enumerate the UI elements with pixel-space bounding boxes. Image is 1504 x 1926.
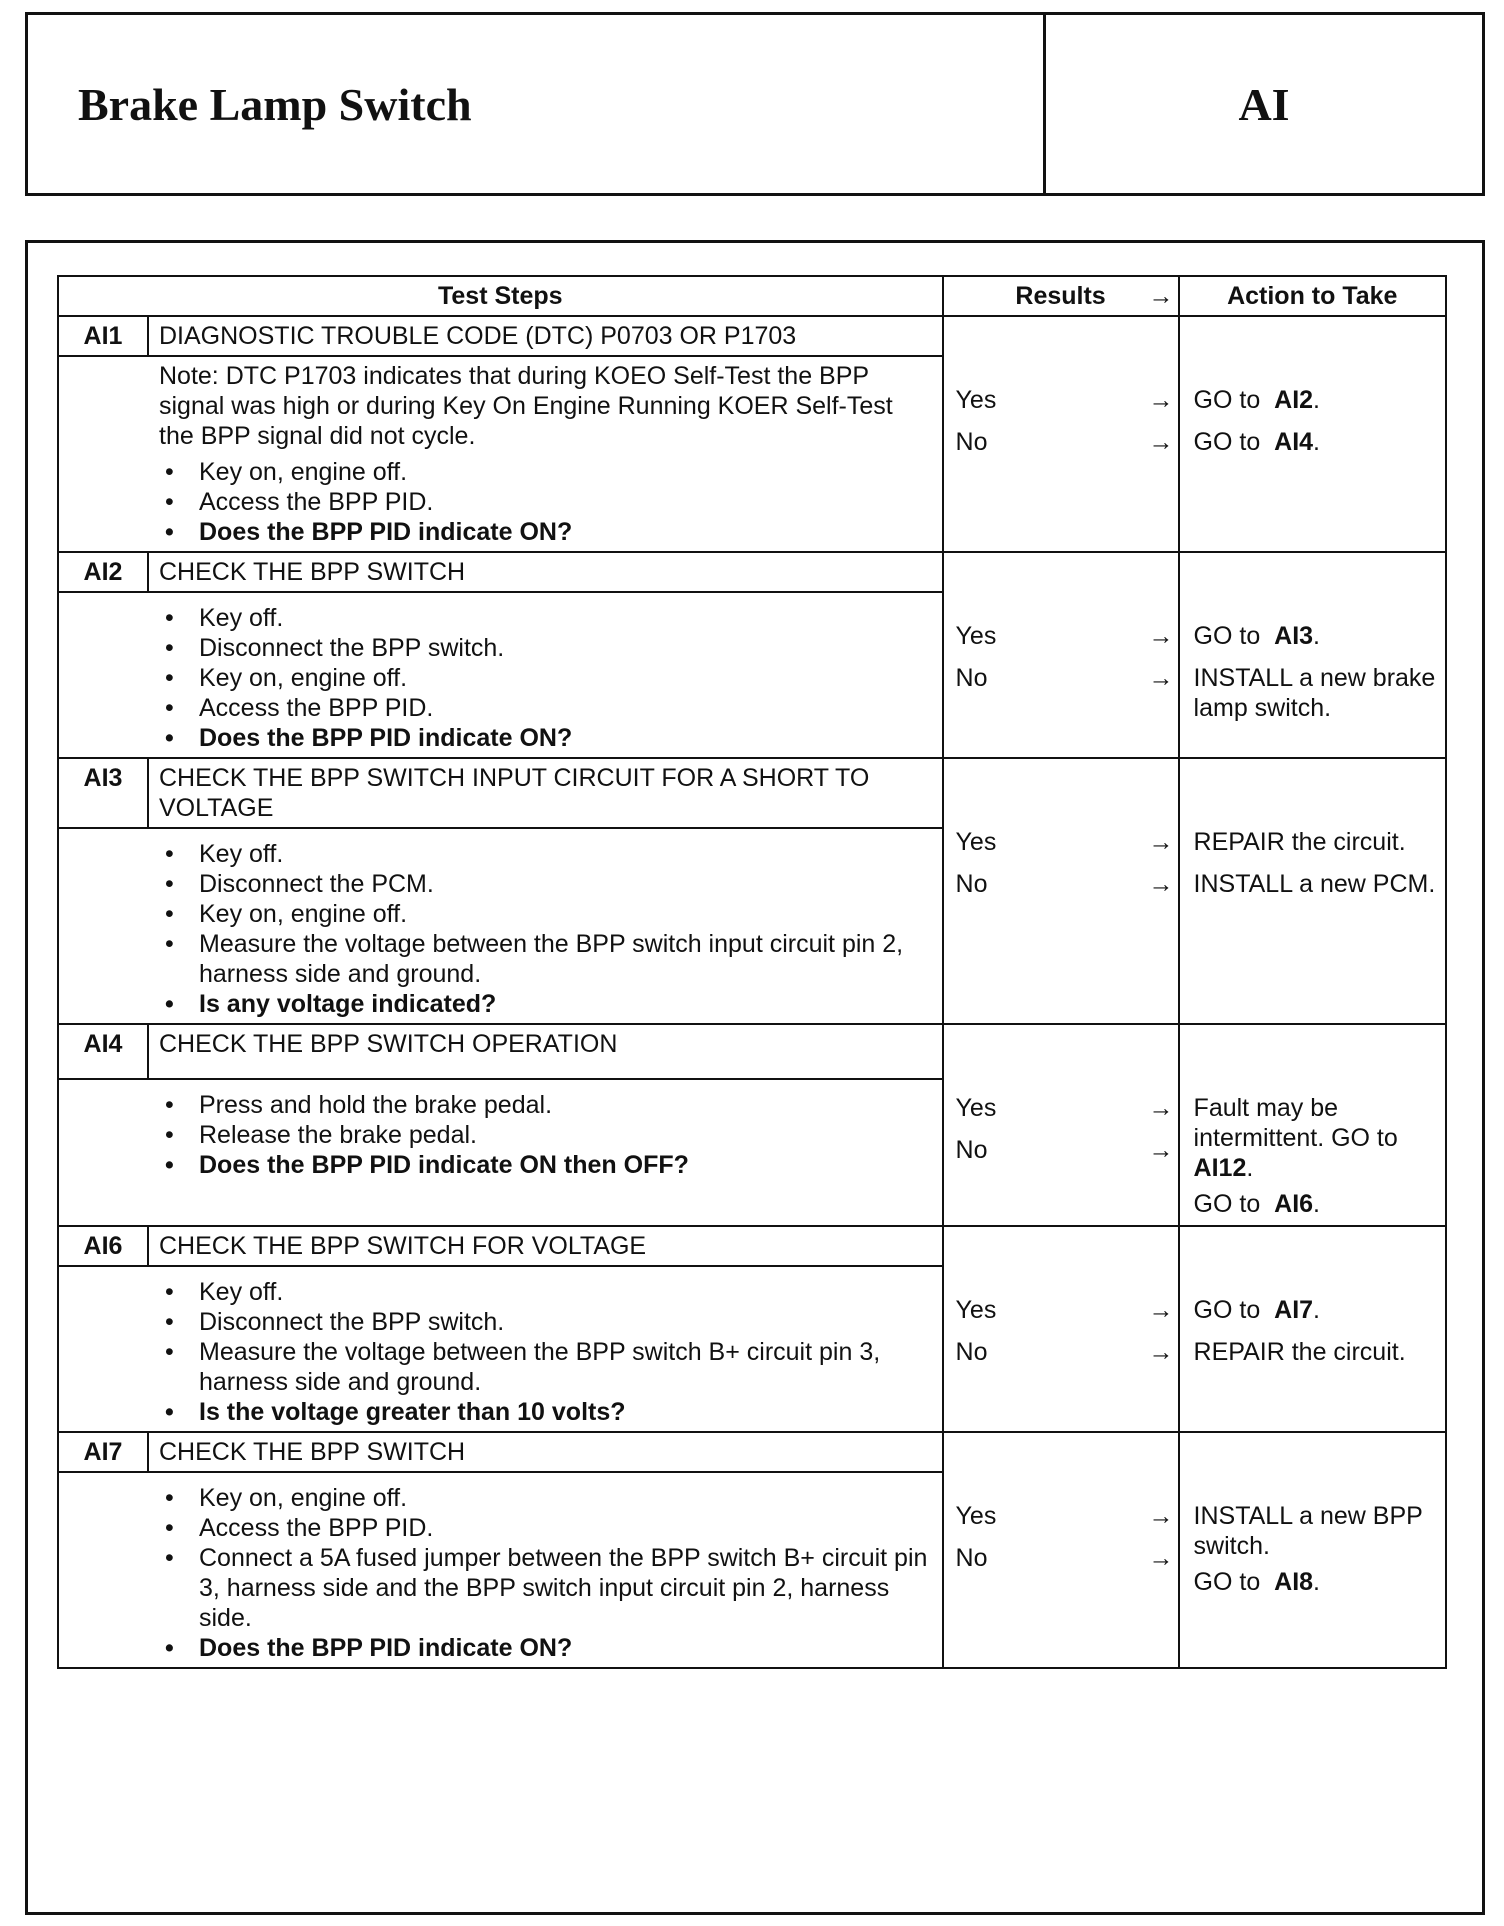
step-id: AI2 (58, 552, 148, 592)
step-bullet: • Disconnect the BPP switch. (159, 633, 932, 663)
step-body (58, 1079, 943, 1226)
result-label: No (955, 1338, 988, 1366)
step-bullets (159, 1277, 932, 1427)
action-text: GO to (1193, 386, 1261, 414)
step-reference: AI6 (1274, 1190, 1314, 1218)
step-reference: AI4 (1274, 428, 1314, 456)
header-results-label: Results (1015, 282, 1106, 310)
step-actions (1179, 1024, 1446, 1226)
action-no (1180, 657, 1445, 723)
action-spacer (1180, 759, 1445, 821)
action-tail: . (1313, 386, 1320, 414)
result-label: No (955, 870, 988, 898)
arrow-icon: → (1148, 1136, 1174, 1164)
action-no (1180, 421, 1445, 463)
result-label: Yes (955, 622, 997, 650)
arrow-icon: → (1148, 1338, 1174, 1366)
steps-body (58, 316, 1446, 1668)
result-no (944, 657, 1178, 699)
step-results (943, 552, 1179, 758)
action-tail: . (1313, 1568, 1320, 1596)
step-id: AI6 (58, 1226, 148, 1266)
action-text: GO to (1193, 1296, 1261, 1324)
step-body (58, 1266, 943, 1432)
step-bullets (159, 457, 932, 547)
action-yes (1180, 1495, 1445, 1561)
step-results (943, 1432, 1179, 1668)
action-no (1180, 1331, 1445, 1373)
step-body (58, 828, 943, 1024)
step-bullet: • Does the BPP PID indicate ON? (159, 1633, 932, 1663)
result-no (944, 1331, 1178, 1373)
step-title-row-ai7 (58, 1432, 1446, 1472)
result-label: Yes (955, 386, 997, 414)
step-bullet: • Measure the voltage between the BPP switch B+ circuit pin 3, harness side and ground. (159, 1337, 932, 1397)
step-actions (1179, 316, 1446, 552)
result-no (944, 1129, 1178, 1171)
step-actions (1179, 1226, 1446, 1432)
step-note: Note: DTC P1703 indicates that during KOEO Self-Test the BPP signal was high or during Key On Engine Running KOER Self-Test the BPP signal did not cycle. (159, 362, 893, 450)
step-bullet: • Is the voltage greater than 10 volts? (159, 1397, 932, 1427)
arrow-icon: → (1148, 1296, 1174, 1324)
step-bullet: • Does the BPP PID indicate ON? (159, 517, 932, 547)
result-yes (944, 1289, 1178, 1331)
step-results (943, 316, 1179, 552)
step-bullet: • Connect a 5A fused jumper between the BPP switch B+ circuit pin 3, harness side and the BPP switch input circuit pin 2, harness side. (159, 1543, 932, 1633)
result-yes (944, 1495, 1178, 1537)
step-bullet: • Access the BPP PID. (159, 487, 932, 517)
step-id: AI7 (58, 1432, 148, 1472)
arrow-icon: → (1148, 664, 1174, 692)
result-no (944, 421, 1178, 463)
action-yes (1180, 379, 1445, 421)
step-title: CHECK THE BPP SWITCH FOR VOLTAGE (148, 1226, 943, 1266)
action-tail: . (1313, 1190, 1320, 1218)
step-title-row-ai4 (58, 1024, 1446, 1079)
step-bullet: • Disconnect the PCM. (159, 869, 932, 899)
action-text: GO to (1193, 428, 1261, 456)
results-spacer (944, 1227, 1178, 1289)
action-text: INSTALL a new BPP switch. (1193, 1502, 1423, 1560)
step-title-row-ai1 (58, 316, 1446, 356)
result-label: No (955, 664, 988, 692)
action-yes (1180, 615, 1445, 657)
arrow-icon: → (1148, 282, 1174, 310)
step-id: AI1 (58, 316, 148, 356)
action-no (1180, 863, 1445, 905)
header-test-steps: Test Steps (58, 276, 943, 316)
results-spacer (944, 1025, 1178, 1087)
action-spacer (1180, 1433, 1445, 1495)
result-label: Yes (955, 828, 997, 856)
step-title-row-ai2 (58, 552, 1446, 592)
step-title: DIAGNOSTIC TROUBLE CODE (DTC) P0703 OR P1703 (148, 316, 943, 356)
result-yes (944, 1087, 1178, 1129)
step-bullets (159, 839, 932, 1019)
result-label: No (955, 428, 988, 456)
action-tail: . (1246, 1154, 1254, 1182)
action-yes (1180, 1289, 1445, 1331)
step-id: AI3 (58, 758, 148, 828)
action-spacer (1180, 553, 1445, 615)
step-bullet: • Key off. (159, 839, 932, 869)
result-yes (944, 379, 1178, 421)
test-steps-table (57, 275, 1447, 1669)
arrow-icon: → (1148, 386, 1174, 414)
action-no (1180, 1183, 1445, 1225)
step-title-row-ai3 (58, 758, 1446, 828)
result-label: Yes (955, 1094, 997, 1122)
result-label: Yes (955, 1296, 997, 1324)
step-body (58, 1472, 943, 1668)
step-results (943, 1024, 1179, 1226)
header-results (943, 276, 1179, 316)
step-bullet: • Key on, engine off. (159, 663, 932, 693)
action-yes (1180, 1087, 1445, 1183)
action-tail: . (1313, 622, 1320, 650)
step-reference: AI3 (1274, 622, 1314, 650)
results-spacer (944, 317, 1178, 379)
step-bullet: • Key on, engine off. (159, 899, 932, 929)
table-header-row (58, 276, 1446, 316)
result-label: No (955, 1136, 988, 1164)
result-label: No (955, 1544, 988, 1572)
result-yes (944, 821, 1178, 863)
action-no (1180, 1561, 1445, 1603)
step-bullet: • Is any voltage indicated? (159, 989, 932, 1019)
action-spacer (1180, 1025, 1445, 1087)
step-bullets (159, 1483, 932, 1663)
step-results (943, 1226, 1179, 1432)
action-text: REPAIR the circuit. (1193, 1338, 1406, 1366)
step-bullets (159, 1090, 932, 1180)
step-bullet: • Disconnect the BPP switch. (159, 1307, 932, 1337)
step-bullet: • Key on, engine off. (159, 1483, 932, 1513)
step-bullet: • Key on, engine off. (159, 457, 932, 487)
step-bullets (159, 603, 932, 753)
result-label: Yes (955, 1502, 997, 1530)
header-box (25, 12, 1485, 196)
results-spacer (944, 1433, 1178, 1495)
step-body (58, 356, 943, 552)
step-reference: AI2 (1274, 386, 1314, 414)
page-title: Brake Lamp Switch (28, 15, 1046, 193)
step-reference: AI12 (1193, 1154, 1247, 1182)
arrow-icon: → (1148, 1094, 1174, 1122)
step-title: CHECK THE BPP SWITCH (148, 1432, 943, 1472)
action-yes (1180, 821, 1445, 863)
arrow-icon: → (1148, 428, 1174, 456)
step-title: CHECK THE BPP SWITCH OPERATION (148, 1024, 943, 1079)
step-bullet: • Key off. (159, 603, 932, 633)
step-title: CHECK THE BPP SWITCH (148, 552, 943, 592)
step-bullet: • Measure the voltage between the BPP switch input circuit pin 2, harness side and ground. (159, 929, 932, 989)
action-tail: . (1313, 428, 1320, 456)
step-bullet: • Release the brake pedal. (159, 1120, 932, 1150)
step-id: AI4 (58, 1024, 148, 1079)
step-body (58, 592, 943, 758)
results-spacer (944, 759, 1178, 821)
arrow-icon: → (1148, 622, 1174, 650)
action-text: REPAIR the circuit. (1193, 828, 1406, 856)
action-spacer (1180, 317, 1445, 379)
action-tail: . (1313, 1296, 1320, 1324)
step-reference: AI8 (1274, 1568, 1314, 1596)
arrow-icon: → (1148, 828, 1174, 856)
action-text: GO to (1193, 622, 1261, 650)
step-results (943, 758, 1179, 1024)
step-title: CHECK THE BPP SWITCH INPUT CIRCUIT FOR A SHORT TO VOLTAGE (148, 758, 943, 828)
arrow-icon: → (1148, 1544, 1174, 1572)
result-no (944, 863, 1178, 905)
action-text: INSTALL a new brake lamp switch. (1193, 664, 1436, 722)
results-spacer (944, 553, 1178, 615)
step-bullet: • Key off. (159, 1277, 932, 1307)
action-text: Fault may be intermittent. GO to (1193, 1094, 1398, 1152)
arrow-icon: → (1148, 1502, 1174, 1530)
step-actions (1179, 1432, 1446, 1668)
action-text: INSTALL a new PCM. (1193, 870, 1436, 898)
action-spacer (1180, 1227, 1445, 1289)
step-bullet: • Access the BPP PID. (159, 693, 932, 723)
step-title-row-ai6 (58, 1226, 1446, 1266)
step-actions (1179, 552, 1446, 758)
result-yes (944, 615, 1178, 657)
step-actions (1179, 758, 1446, 1024)
step-reference: AI7 (1274, 1296, 1314, 1324)
step-bullet: • Does the BPP PID indicate ON then OFF? (159, 1150, 932, 1180)
arrow-icon: → (1148, 870, 1174, 898)
result-no (944, 1537, 1178, 1579)
step-bullet: • Press and hold the brake pedal. (159, 1090, 932, 1120)
step-bullet: • Does the BPP PID indicate ON? (159, 723, 932, 753)
action-text: GO to (1193, 1568, 1261, 1596)
action-text: GO to (1193, 1190, 1261, 1218)
header-action: Action to Take (1179, 276, 1446, 316)
step-bullet: • Access the BPP PID. (159, 1513, 932, 1543)
section-code: AI (1238, 78, 1290, 130)
